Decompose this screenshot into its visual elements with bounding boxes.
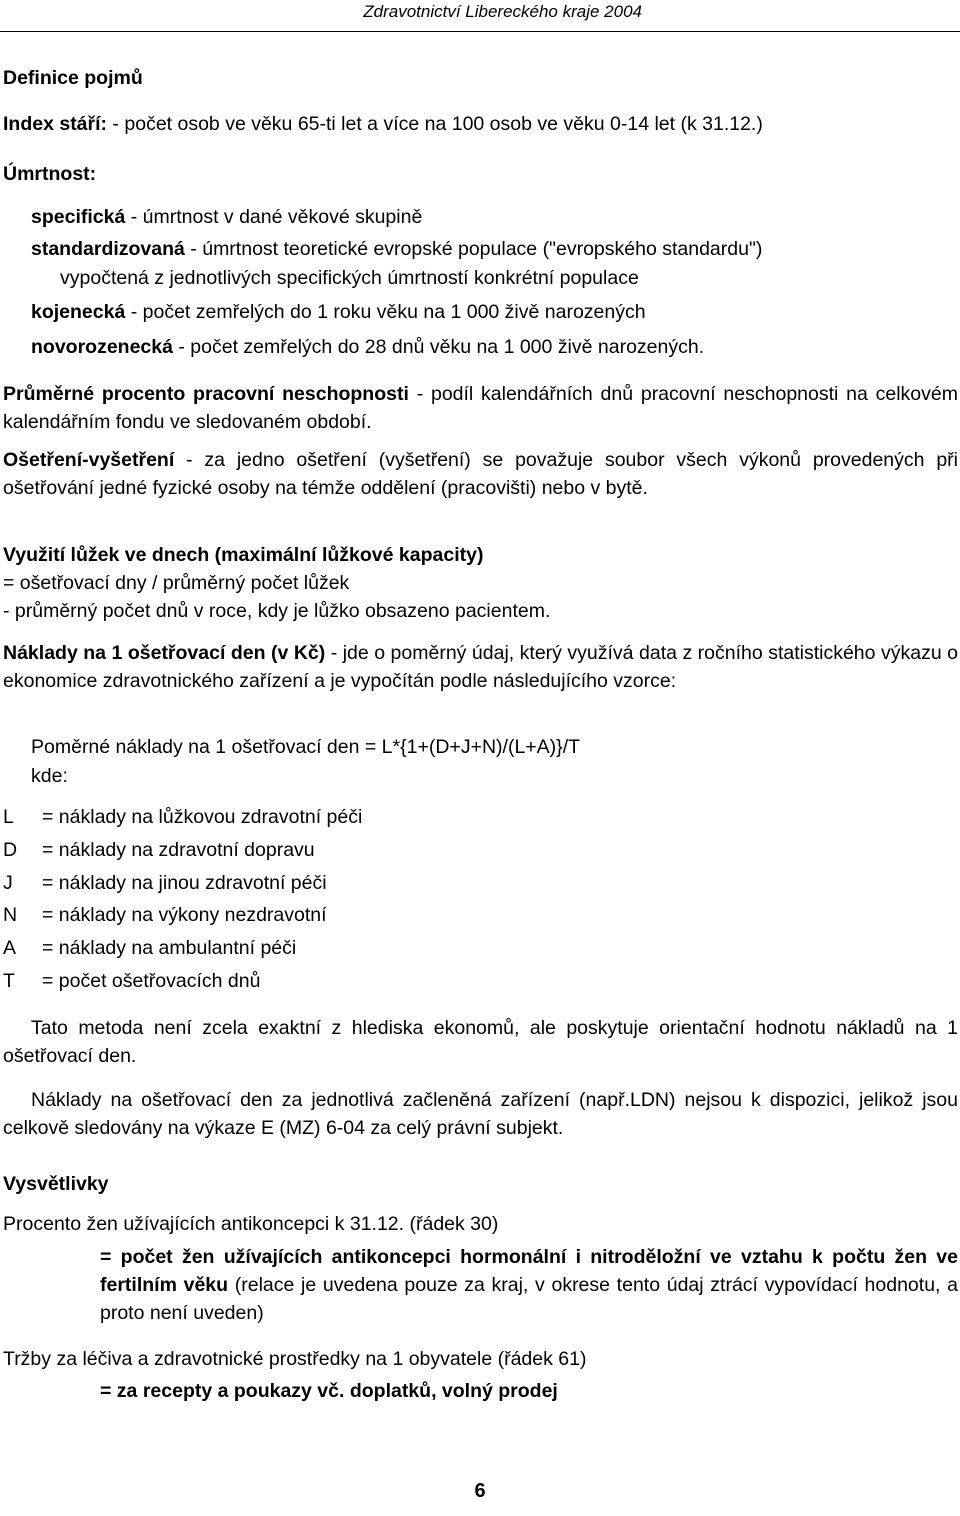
symbol-definition: = počet ošetřovacích dnů: [42, 970, 261, 992]
cost-formula: Poměrné náklady na 1 ošetřovací den = L*{1+(D+J+N)/(L+A)}/T: [31, 736, 581, 758]
text-standardized-continued: vypočtená z jednotlivých specifických úmrtností konkrétní populace: [60, 267, 639, 289]
text-neonatal: - počet zemřelých do 28 dnů věku na 1 000 živě narozených.: [172, 336, 705, 358]
text-daily-cost: - jde o poměrný údaj, který využívá data z ročního statistického výkazu o ekonomice zdravotnického zařízení a je vypočítán podle následujícího vzorce:: [3, 642, 958, 692]
text-specific: - úmrtnost v dané věkové skupině: [125, 206, 423, 228]
bed-usage-formula: = ošetřovací dny / průměrný počet lůžek: [3, 572, 350, 594]
sales-title: Tržby za léčiva a zdravotnické prostředky na 1 obyvatele (řádek 61): [3, 1348, 587, 1370]
definition-age-index: [3, 110, 958, 138]
section-heading-explanations: Vysvětlivky: [3, 1173, 109, 1195]
text-standardized: - úmrtnost teoretické evropské populace ("evropského standardu"): [184, 238, 763, 260]
symbol-letter: D: [3, 839, 18, 861]
symbol-letter: N: [3, 904, 18, 926]
text-infant: - počet zemřelých do 1 roku věku na 1 000 živě narozených: [125, 301, 646, 323]
method-note: Tato metoda není zcela exaktní z hlediska ekonomů, ale poskytuje orientační hodnotu nákladů na 1 ošetřovací den.: [3, 1017, 958, 1067]
term-sick-leave: Průměrné procento pracovní neschopnosti: [3, 383, 409, 405]
definition-standardized-mortality: [31, 235, 762, 263]
contraception-definition-note: (relace je uvedena pouze za kraj, v okrese tento údaj ztrácí vypovídací hodnotu, a proto není uveden): [100, 1274, 958, 1324]
definition-specific-mortality: [31, 203, 422, 231]
text-age-index: - počet osob ve věku 65-ti let a více na 100 osob ve věku 0-14 let (k 31.12.): [107, 113, 763, 135]
term-standardized: standardizovaná: [31, 238, 185, 260]
formula-where: kde:: [31, 765, 68, 787]
text-sick-leave: - podíl kalendářních dnů pracovní neschopnosti na celkovém kalendářním fondu ve sledovaném období.: [3, 383, 958, 433]
term-infant: kojenecká: [31, 301, 126, 323]
sales-definition: = za recepty a poukazy vč. doplatků, volný prodej: [100, 1380, 558, 1402]
symbol-definition: = náklady na lůžkovou zdravotní péči: [42, 806, 363, 828]
availability-note: Náklady na ošetřovací den za jednotlivá začleněná zařízení (např.LDN) nejsou k dispozici, jelikož jsou celkově sledovány na výkaze E (MZ) 6-04 za celý právní subjekt.: [3, 1089, 958, 1139]
term-treatment: Ošetření-vyšetření: [3, 449, 175, 471]
term-daily-cost: Náklady na 1 ošetřovací den (v Kč): [3, 642, 326, 664]
term-bed-usage: Využití lůžek ve dnech (maximální lůžkové kapacity): [3, 544, 484, 566]
symbol-letter: J: [3, 872, 13, 894]
definition-daily-cost: [3, 639, 958, 695]
definition-treatment: [3, 446, 958, 502]
definition-bed-usage: [3, 541, 958, 625]
page-number: 6: [474, 1480, 486, 1502]
contraception-title: Procento žen užívajících antikoncepci k 31.12. (řádek 30): [3, 1213, 499, 1235]
mortality-heading: Úmrtnost:: [3, 163, 97, 185]
definition-neonatal-mortality: [31, 333, 704, 361]
symbol-letter: A: [3, 937, 17, 959]
symbol-letter: T: [3, 970, 15, 992]
text-treatment: - za jedno ošetření (vyšetření) se považuje soubor všech výkonů provedených při ošetřování jedné fyzické osoby na témže oddělení (pracovišti) nebo v bytě.: [3, 449, 958, 499]
section-heading-definitions: Definice pojmů: [3, 67, 143, 89]
term-specific: specifická: [31, 206, 126, 228]
term-age-index: Index stáří:: [3, 113, 108, 135]
contraception-definition-bold: = počet žen užívajících antikoncepci hormonální i nitroděložní ve vztahu k počtu žen ve fertilním věku: [100, 1246, 958, 1296]
definition-sick-leave: [3, 380, 958, 436]
symbol-letter: L: [3, 806, 14, 828]
running-header: Zdravotnictví Libereckého kraje 2004: [363, 2, 642, 21]
contraception-definition: [100, 1243, 958, 1327]
symbol-definition: = náklady na ambulantní péči: [42, 937, 297, 959]
symbol-definition: = náklady na zdravotní dopravu: [42, 839, 315, 861]
symbol-definition: = náklady na výkony nezdravotní: [42, 904, 327, 926]
header-rule: [0, 31, 960, 32]
term-neonatal: novorozenecká: [31, 336, 173, 358]
definition-infant-mortality: [31, 298, 646, 326]
bed-usage-explanation: - průměrný počet dnů v roce, kdy je lůžko obsazeno pacientem.: [3, 600, 551, 622]
symbol-definition: = náklady na jinou zdravotní péči: [42, 872, 327, 894]
